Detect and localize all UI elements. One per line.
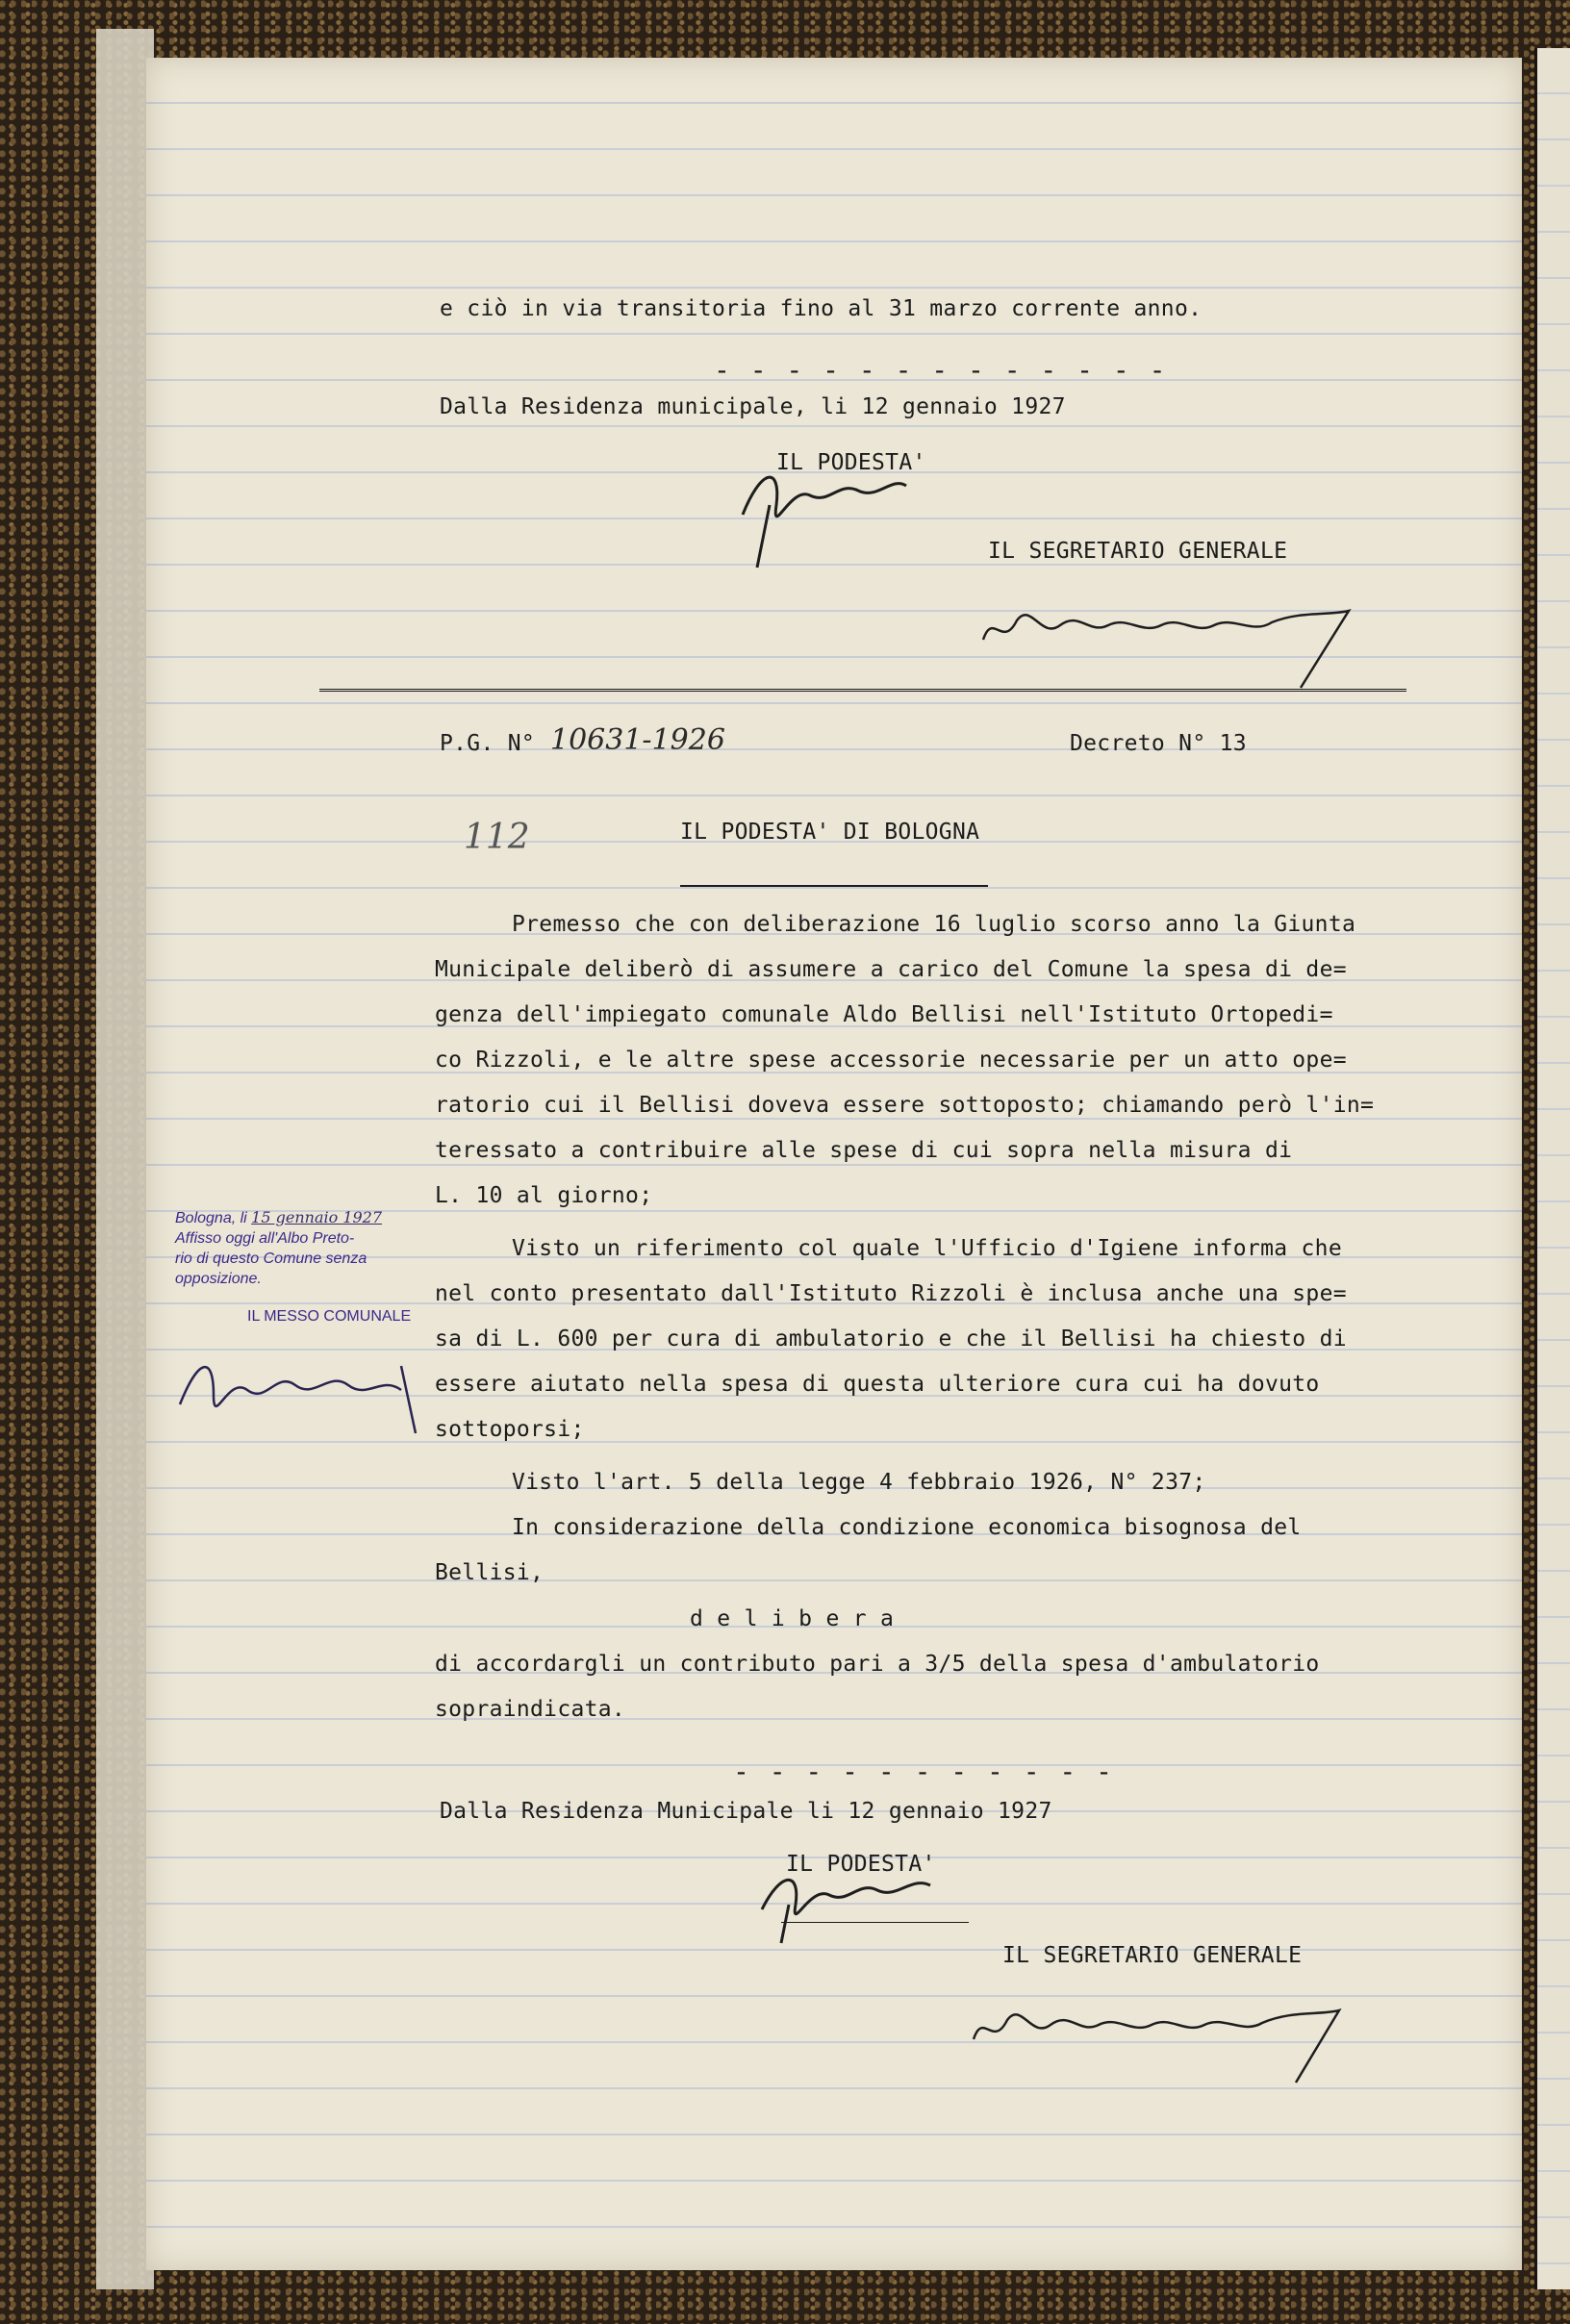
body-line: sa di L. 600 per cura di ambulatorio e che il Bellisi ha chiesto di <box>435 1326 1347 1351</box>
messenger-signature <box>170 1337 440 1443</box>
secretary-signature <box>964 1986 1349 2092</box>
adjacent-page-edge <box>1534 48 1570 2289</box>
stamp-date-prefix: Bologna, li <box>175 1210 247 1226</box>
decree-heading: IL PODESTA' DI BOLOGNA <box>680 820 980 845</box>
section-divider <box>319 689 1406 692</box>
heading-underline <box>680 885 988 887</box>
closing-line: e ciò in via transitoria fino al 31 marzo corrente anno. <box>440 296 1203 321</box>
stamp-title: IL MESSO COMUNALE <box>247 1308 412 1325</box>
body-line: Visto un riferimento col quale l'Ufficio d'Igiene informa che <box>512 1236 1342 1261</box>
secretary-signature <box>974 582 1358 697</box>
delibera-heading: d e l i b e r a <box>690 1606 895 1631</box>
stamp-line: opposizione. <box>175 1271 262 1287</box>
date-line: Dalla Residenza municipale, li 12 gennaio 1927 <box>440 394 1066 419</box>
separator-dashes: - - - - - - - - - - - <box>733 1756 1115 1787</box>
body-line: Visto l'art. 5 della legge 4 febbraio 1926, N° 237; <box>512 1470 1206 1495</box>
mayor-title: IL PODESTA' <box>786 1852 936 1877</box>
body-line: teressato a contribuire alle spese di cui sopra nella misura di <box>435 1138 1293 1163</box>
body-line: sopraindicata. <box>435 1697 626 1722</box>
mayor-title: IL PODESTA' <box>776 450 926 475</box>
body-line: nel conto presentato dall'Istituto Rizzoli è inclusa anche una spe= <box>435 1281 1347 1306</box>
body-line: In considerazione della condizione economica bisognosa del <box>512 1515 1302 1540</box>
body-line: sottoporsi; <box>435 1417 585 1442</box>
body-line: ratorio cui il Bellisi doveva essere sottoposto; chiamando però l'in= <box>435 1093 1375 1118</box>
stamp-line: Affisso oggi all'Albo Preto- <box>175 1230 355 1247</box>
body-line: genza dell'impiegato comunale Aldo Bellisi nell'Istituto Ortopedi= <box>435 1002 1333 1027</box>
body-line: L. 10 al giorno; <box>435 1183 653 1208</box>
pg-number: 10631-1926 <box>550 723 725 757</box>
body-line: co Rizzoli, e le altre spese accessorie necessarie per un atto ope= <box>435 1048 1347 1073</box>
body-line: Municipale deliberò di assumere a carico del Comune la spesa di de= <box>435 957 1347 982</box>
decree-number: Decreto N° 13 <box>1070 731 1247 756</box>
mayor-signature <box>723 447 935 572</box>
pg-label: P.G. N° <box>440 731 536 756</box>
date-line: Dalla Residenza Municipale li 12 gennaio 1927 <box>440 1799 1052 1824</box>
secretary-title: IL SEGRETARIO GENERALE <box>988 539 1288 564</box>
stamp-handwritten-date: 15 gennaio 1927 <box>251 1208 383 1226</box>
body-line: Premesso che con deliberazione 16 luglio scorso anno la Giunta <box>512 912 1356 937</box>
publication-stamp <box>175 1207 425 1289</box>
stamp-line: rio di questo Comune senza <box>175 1250 367 1267</box>
body-line: essere aiutato nella spesa di questa ulteriore cura cui ha dovuto <box>435 1372 1320 1397</box>
separator-dashes: - - - - - - - - - - - - - <box>714 354 1168 386</box>
margin-number: 112 <box>464 818 530 857</box>
register-page <box>144 58 1522 2270</box>
signature-line <box>781 1922 969 1923</box>
body-line: di accordargli un contributo pari a 3/5 della spesa d'ambulatorio <box>435 1652 1320 1677</box>
mayor-signature <box>743 1857 954 1953</box>
body-line: Bellisi, <box>435 1560 544 1585</box>
secretary-title: IL SEGRETARIO GENERALE <box>1002 1943 1303 1968</box>
